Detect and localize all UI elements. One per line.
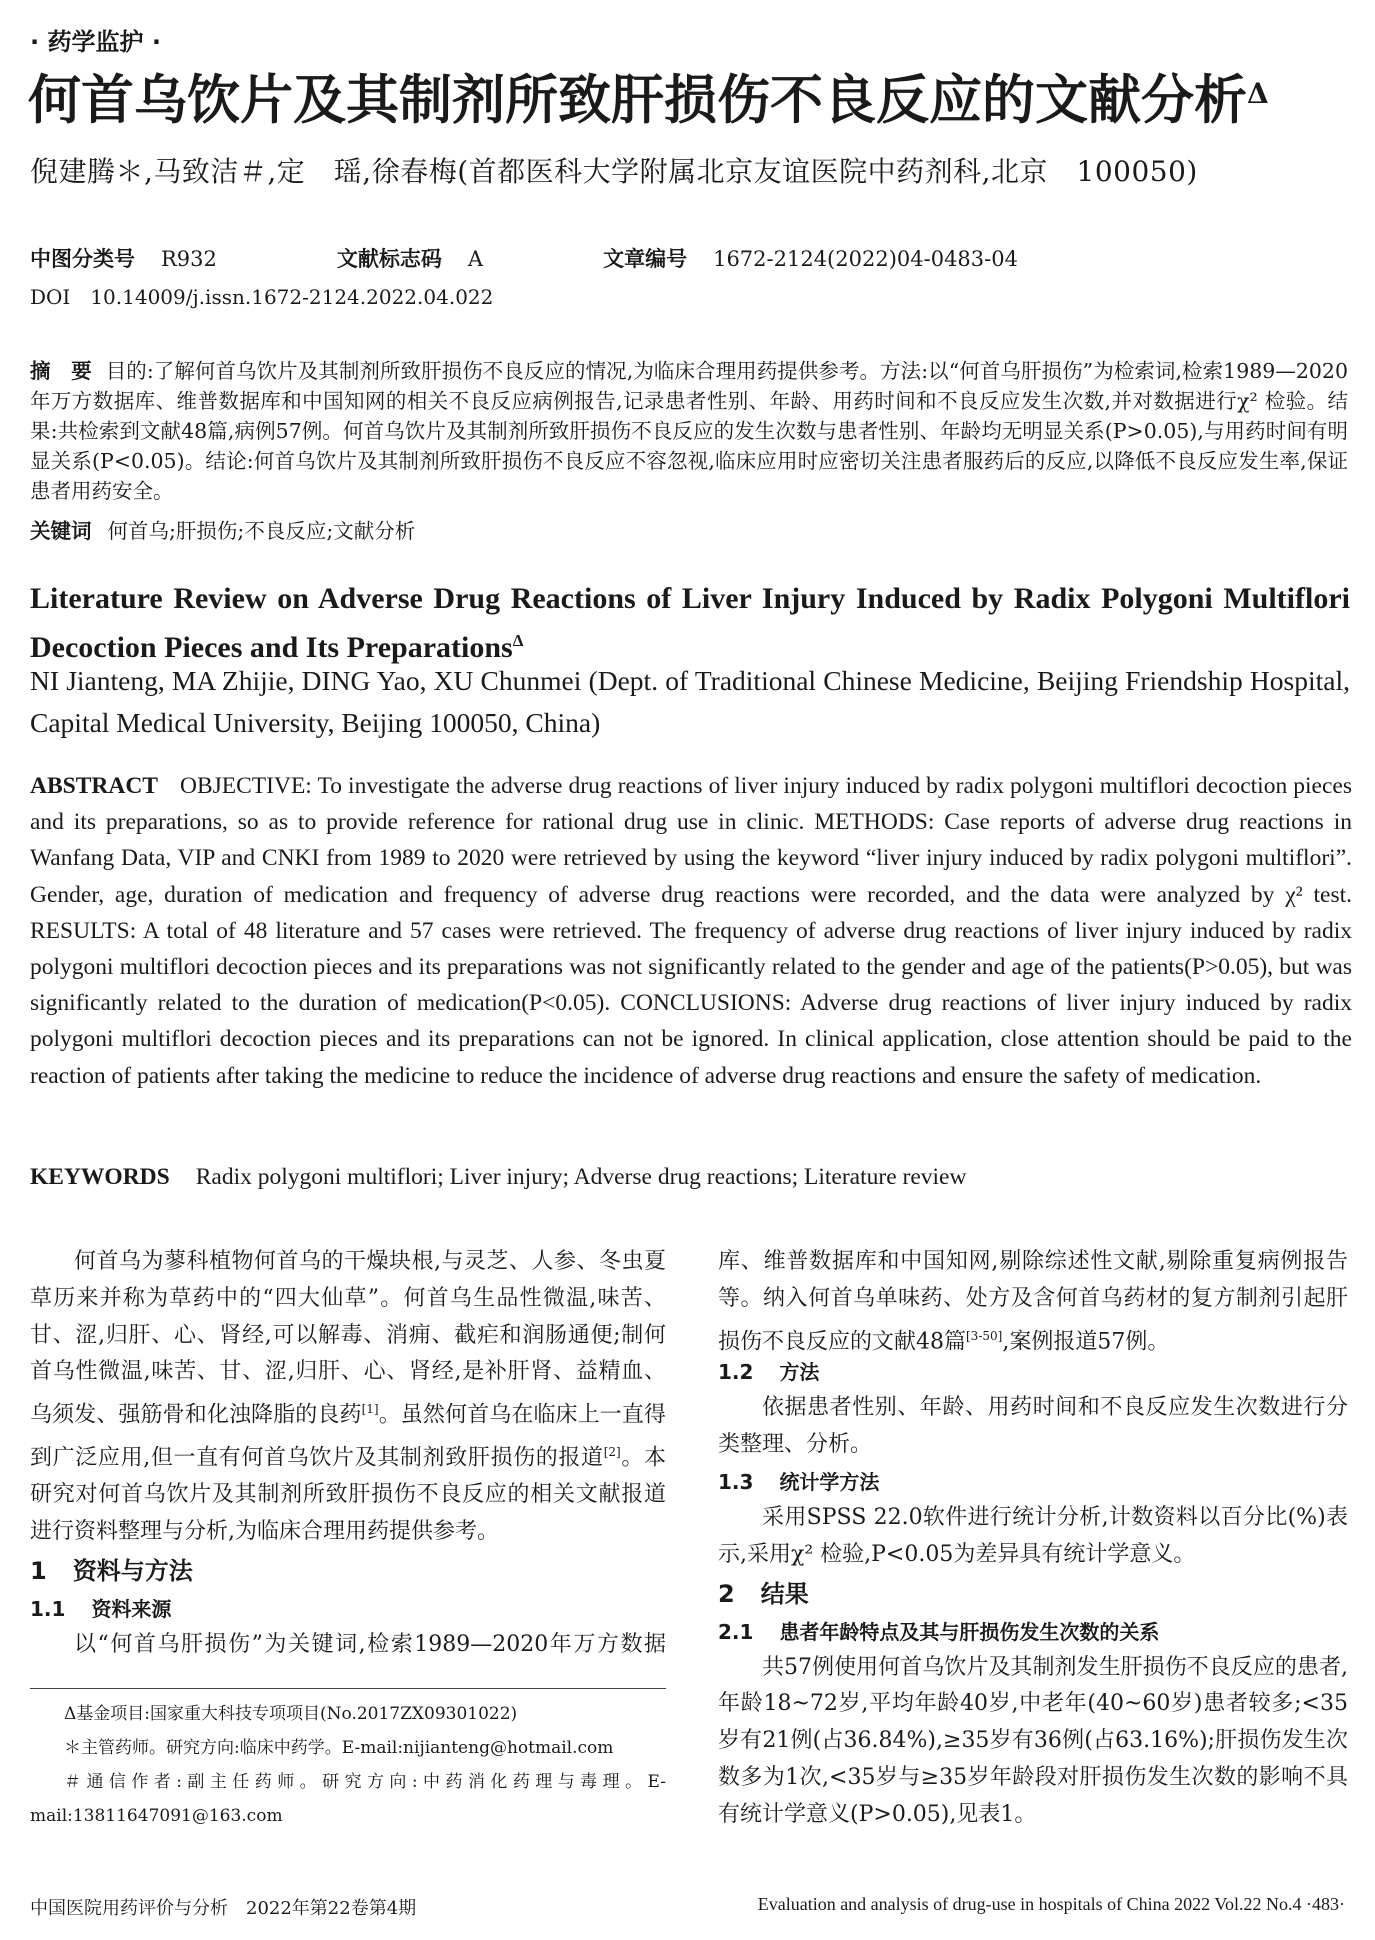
- section-1-1-continued: [718, 1244, 1348, 1354]
- section-title: 患者年龄特点及其与肝损伤发生次数的关系: [779, 1619, 1160, 1644]
- section-number: 1.2: [718, 1360, 754, 1385]
- section-number: 1: [30, 1557, 47, 1586]
- section-number: 1.1: [30, 1597, 66, 1622]
- section-1-1-paragraph-start: [30, 1627, 666, 1664]
- article-value: 1672-2124(2022)04-0483-04: [713, 247, 1018, 271]
- chinese-keywords: [30, 514, 415, 544]
- english-keywords-label: KEYWORDS: [30, 1164, 170, 1190]
- footnote-author2: ＃通信作者:副主任药师。研究方向:中药消化药理与毒理。E-mail:13811647091@163.com: [30, 1772, 666, 1826]
- section-heading-2: [718, 1574, 1348, 1614]
- english-keywords-text: Radix polygoni multiflori; Liver injury; Adverse drug reactions; Literature review: [195, 1164, 967, 1190]
- body-right-column: [718, 1244, 1348, 1834]
- chinese-authors: 倪建腾＊,马致洁＃,定 瑶,徐春梅(首都医科大学附属北京友谊医院中药剂科,北京 100050): [30, 155, 1198, 188]
- keywords-text: 何首乌;肝损伤;不良反应;文献分析: [107, 519, 416, 543]
- abstract-text: 目的:了解何首乌饮片及其制剂所致肝损伤不良反应的情况,为临床合理用药提供参考。方法:以“何首乌肝损伤”为检索词,检索1989—2020年万方数据库、维普数据库和中国知网的相关不良反应病例报告,记录患者性别、年龄、用药时间和不良反应发生次数,并对数据进行χ² 检验。结果:共检索到文献48篇,病例57例。何首乌饮片及其制剂所致肝损伤不良反应的发生次数与患者性别、年龄均无明显关系(P>0.05),与用药时间有明显关系(P<0.05)。结论:何首乌饮片及其制剂所致肝损伤不良反应不容忽视,临床应用时应密切关注患者服药后的反应,以降低不良反应发生率,保证患者用药安全。: [30, 359, 1349, 503]
- section-heading-2-1: [718, 1614, 1348, 1650]
- section-1-3-paragraph: 采用SPSS 22.0软件进行统计分析,计数资料以百分比(%)表示,采用χ² 检验,P<0.05为差异具有统计学意义。: [718, 1504, 1348, 1567]
- journal-footer-left: 中国医院用药评价与分析 2022年第22卷第4期: [30, 1898, 417, 1919]
- section-1-1-text-continued: 库、维普数据库和中国知网,剔除综述性文献,剔除重复病例报告等。纳入何首乌单味药、处方及含何首乌药材的复方制剂引起肝损伤不良反应的文献48篇: [718, 1249, 1348, 1354]
- english-keywords: [30, 1164, 966, 1191]
- article-label: 文章编号: [603, 246, 688, 271]
- section-1-1-text-end: ,案例报道57例。: [1002, 1328, 1170, 1354]
- section-title: 方法: [779, 1360, 820, 1385]
- section-1-1-text: 以“何首乌肝损伤”为关键词,检索1989—2020年万方数据: [74, 1632, 666, 1658]
- abstract-label: 摘 要: [30, 359, 92, 383]
- section-2-1-paragraph: 共57例使用何首乌饮片及其制剂发生肝损伤不良反应的患者,年龄18~72岁,平均年龄40岁,中老年(40~60岁)患者较多;<35岁有21例(占36.84%),≥35岁有36例(占63.16%);肝损伤发生次数多为1次,<35岁与≥35岁年龄段对肝损伤发生次数的影响不具有统计学意义(P>0.05),见表1。: [718, 1654, 1348, 1827]
- section-heading-1: [30, 1551, 666, 1591]
- section-number: 2.1: [718, 1619, 754, 1644]
- body-left-column: [30, 1244, 666, 1664]
- section-title: 资料来源: [91, 1597, 172, 1622]
- ref-link-2[interactable]: [2]: [603, 1445, 621, 1460]
- section-number: 2: [718, 1579, 735, 1608]
- footnote-divider: [30, 1688, 666, 1689]
- english-abstract-text: OBJECTIVE: To investigate the adverse drug reactions of liver injury induced by radix polygoni multiflori decoction pieces and its preparations, so as to provide reference for rational drug use in clinic. METHODS: Case reports of adverse drug reactions in Wanfang Data, VIP and CNKI from 1989 to 2020 were retrieved by using the keyword “liver injury induced by radix polygoni multiflori”. Gender, age, duration of medication and frequency of adverse drug reactions were recorded, and the data were analyzed by χ² test. RESULTS: A total of 48 literature and 57 cases were retrieved. The frequency of adverse drug reactions of liver injury induced by radix polygoni multiflori decoction pieces and its preparations was not significantly related to the gender and age of the patients(P>0.05), but was significantly related to the duration of medication(P<0.05). CONCLUSIONS: Adverse drug reactions of liver injury induced by radix polygoni multiflori decoction pieces and its preparations can not be ignored. In clinical application, close attention should be paid to the reaction of patients after taking the medicine to reduce the incidence of adverse drug reactions and ensure the safety of medication.: [30, 773, 1352, 1089]
- intro-text-b: 。虽然何首乌在临床上一直得到广泛应用,但一直有何首乌饮片及其制剂致肝损伤的报道: [30, 1402, 666, 1471]
- ref-link-1[interactable]: [1]: [361, 1402, 379, 1417]
- journal-footer-right: Evaluation and analysis of drug-use in hospitals of China 2022 Vol.22 No.4 ·483·: [757, 1894, 1345, 1914]
- english-abstract-label: ABSTRACT: [30, 773, 158, 799]
- ref-link-3[interactable]: [3-50]: [966, 1328, 1003, 1343]
- clc-value: R932: [161, 247, 217, 271]
- chinese-title-text: 何首乌饮片及其制剂所致肝损伤不良反应的文献分析: [28, 69, 1247, 131]
- english-authors: NI Jianteng, MA Zhijie, DING Yao, XU Chunmei (Dept. of Traditional Chinese Medicine, Beijing Friendship Hospital, Capital Medical University, Beijing 100050, China): [30, 665, 1350, 738]
- section-1-2-paragraph: 依据患者性别、年龄、用药时间和不良反应发生次数进行分类整理、分析。: [718, 1395, 1348, 1458]
- english-title: [30, 578, 1350, 669]
- section-title: 结果: [760, 1579, 809, 1608]
- title-footnote-mark: Δ: [1247, 77, 1269, 110]
- footnotes: [30, 1697, 666, 1833]
- section-heading-1-2: [718, 1354, 1348, 1390]
- chinese-title: [28, 62, 1348, 138]
- section-title: 资料与方法: [72, 1557, 193, 1586]
- english-title-mark: Δ: [512, 631, 524, 650]
- english-abstract: [30, 768, 1352, 1094]
- intro-text-a: 何首乌为蓼科植物何首乌的干燥块根,与灵芝、人参、冬虫夏草历来并称为草药中的“四大仙草”。何首乌生品性微温,味苦、甘、涩,归肝、心、肾经,可以解毒、消痈、截疟和润肠通便;制何首乌性微温,味苦、甘、涩,归肝、心、肾经,是补肝肾、益精血、乌须发、强筋骨和化浊降脂的良药: [30, 1249, 666, 1428]
- clc-label: 中图分类号: [30, 246, 135, 271]
- footnote-author1: ＊主管药师。研究方向:临床中药学。E-mail:nijianteng@hotmail.com: [64, 1738, 614, 1758]
- section-heading-1-3: [718, 1464, 1348, 1500]
- doc-value: A: [467, 247, 484, 271]
- chinese-abstract: [30, 356, 1348, 506]
- keywords-label: 关键词: [30, 519, 92, 543]
- intro-paragraph: [30, 1244, 666, 1551]
- section-tag: · 药学监护 ·: [30, 28, 161, 56]
- intro-text-c: 。本研究对何首乌饮片及其制剂所致肝损伤不良反应的相关文献报道进行资料整理与分析,为临床合理用药提供参考。: [30, 1445, 666, 1545]
- doc-label: 文献标志码: [336, 246, 442, 271]
- section-heading-1-1: [30, 1591, 666, 1627]
- doi: DOI 10.14009/j.issn.1672-2124.2022.04.022: [30, 285, 494, 309]
- section-number: 1.3: [718, 1469, 754, 1494]
- english-title-text: Literature Review on Adverse Drug Reactions of Liver Injury Induced by Radix Polygoni Multiflori Decoction Pieces and Its Preparations: [30, 582, 1350, 664]
- section-title: 统计学方法: [779, 1469, 880, 1494]
- footnote-fund: Δ基金项目:国家重大科技专项项目(No.2017ZX09301022): [64, 1704, 518, 1724]
- article-meta: [30, 243, 1018, 273]
